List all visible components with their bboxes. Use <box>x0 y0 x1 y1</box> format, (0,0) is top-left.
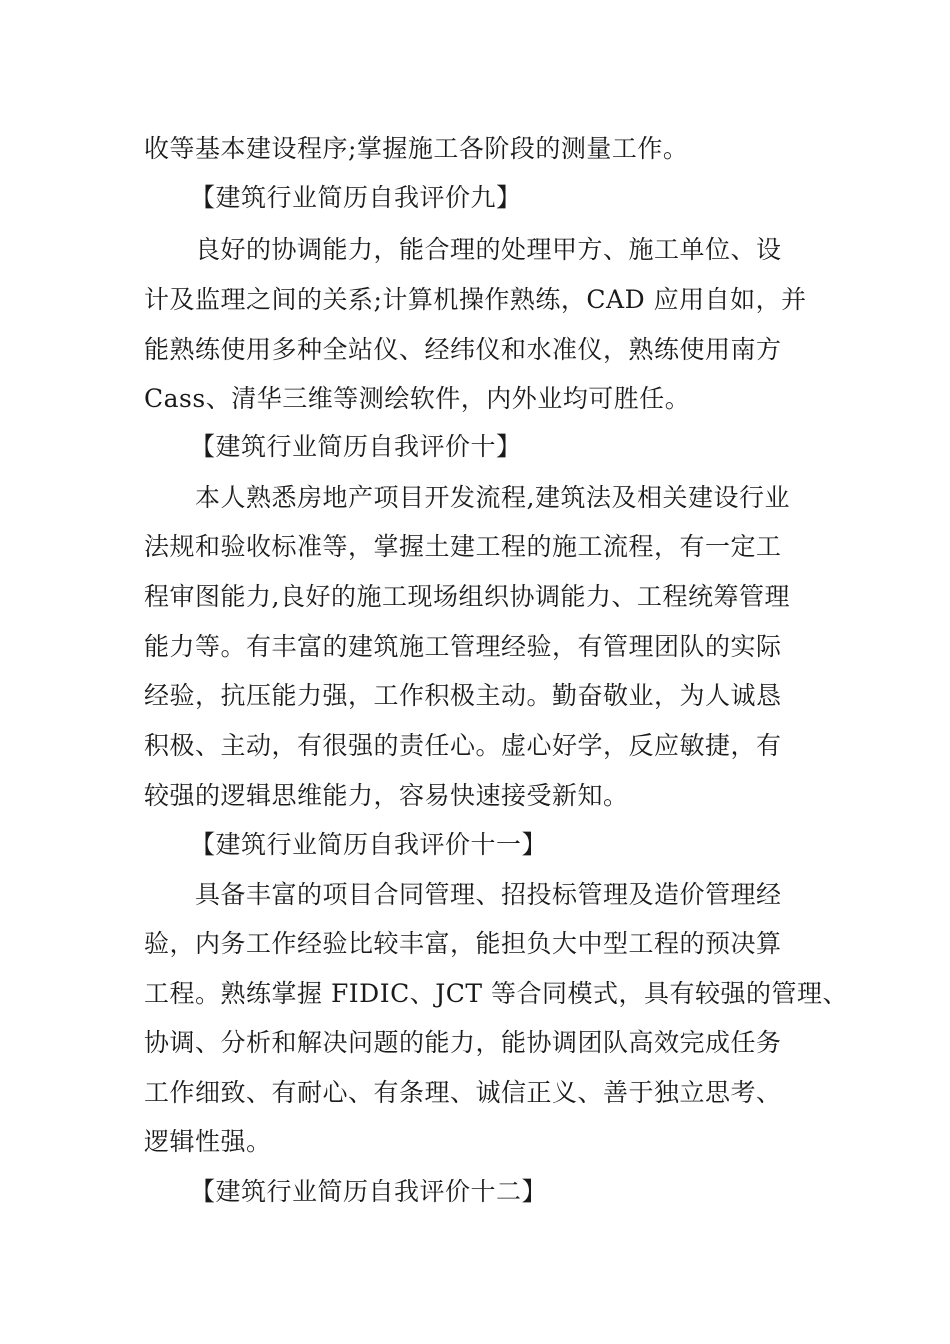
paragraph-line: 收等基本建设程序;掌握施工各阶段的测量工作。 <box>144 134 689 163</box>
paragraph-line: 积极、主动，有很强的责任心。虚心好学，反应敏捷，有 <box>144 731 782 760</box>
paragraph-line: 本人熟悉房地产项目开发流程,建筑法及相关建设行业 <box>195 483 790 512</box>
paragraph-line: 工作细致、有耐心、有条理、诚信正义、善于独立思考、 <box>144 1078 782 1107</box>
section-heading-11: 【建筑行业简历自我评价十一】 <box>190 830 548 859</box>
section-heading-9: 【建筑行业简历自我评价九】 <box>190 183 522 212</box>
paragraph-line: 经验，抗压能力强，工作积极主动。勤奋敬业，为人诚恳 <box>144 681 782 710</box>
paragraph-line: 能力等。有丰富的建筑施工管理经验，有管理团队的实际 <box>144 632 782 661</box>
paragraph-line: 程审图能力,良好的施工现场组织协调能力、工程统筹管理 <box>144 582 790 611</box>
paragraph-line: 具备丰富的项目合同管理、招投标管理及造价管理经 <box>195 880 782 909</box>
paragraph-line: 较强的逻辑思维能力，容易快速接受新知。 <box>144 781 629 810</box>
paragraph-line: 计及监理之间的关系;计算机操作熟练，CAD 应用自如，并 <box>144 285 807 314</box>
paragraph-line: 协调、分析和解决问题的能力，能协调团队高效完成任务 <box>144 1028 782 1057</box>
paragraph-line: 验，内务工作经验比较丰富，能担负大中型工程的预决算 <box>144 929 782 958</box>
paragraph-line: 逻辑性强。 <box>144 1127 272 1156</box>
paragraph-line: 能熟练使用多种全站仪、经纬仪和水准仪，熟练使用南方 <box>144 335 782 364</box>
paragraph-line: 法规和验收标准等，掌握土建工程的施工流程，有一定工 <box>144 532 782 561</box>
section-heading-12: 【建筑行业简历自我评价十二】 <box>190 1177 548 1206</box>
paragraph-line: 工程。熟练掌握 FIDIC、JCT 等合同模式，具有较强的管理、 <box>144 979 848 1008</box>
paragraph-line: Cass、清华三维等测绘软件，内外业均可胜任。 <box>144 384 691 413</box>
paragraph-line: 良好的协调能力，能合理的处理甲方、施工单位、设 <box>195 235 782 264</box>
section-heading-10: 【建筑行业简历自我评价十】 <box>190 432 522 461</box>
